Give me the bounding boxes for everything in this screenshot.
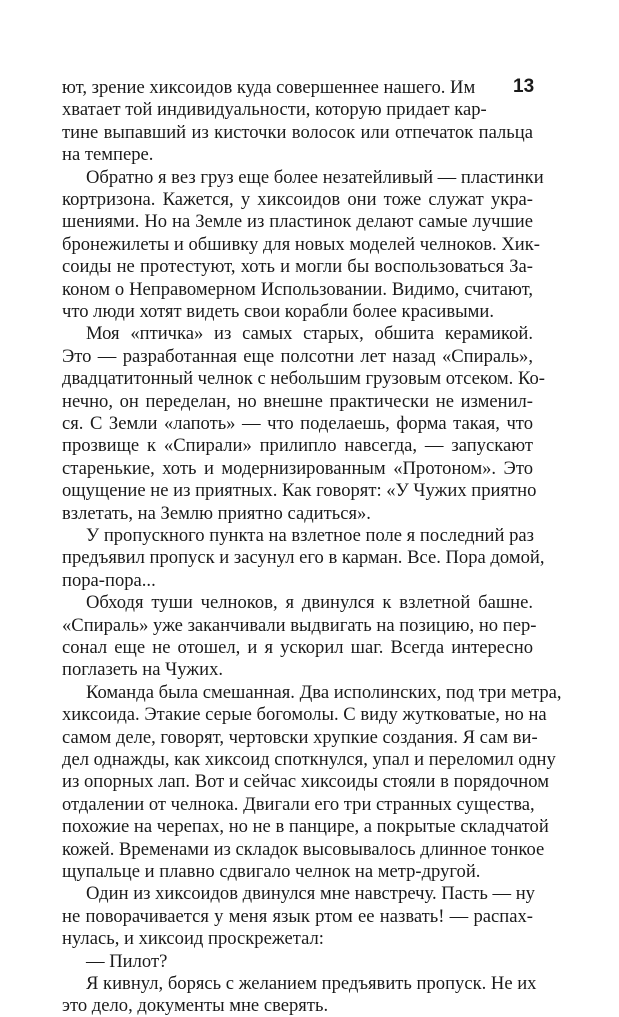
text-line: кожей. Временами из складок высовывалось длинное тонкое [62,838,545,860]
text-line: Это — разработанная еще полсотни лет назад «Спираль», [62,345,533,367]
text-line: Я кивнул, борясь с желанием предъявить пропуск. Не их [86,973,537,994]
text-line: нечно, он переделан, но внешне практически не изменил- [62,390,533,412]
text-line: У пропускного пункта на взлетное поле я последний раз [86,525,534,546]
text-line: бронежилеты и обшивку для новых моделей челноков. Хик- [62,233,540,255]
text-line: отдалении от челнока. Двигали его три странных существа, [62,793,535,815]
text-line: пора-пора... [62,569,156,591]
text-line: Обходя туши челноков, я двинулся к взлетной башне. [86,592,533,614]
text-line: Моя «птичка» из самых старых, обшита керамикой. [86,323,533,345]
text-line: двадцатитонный челнок с небольшим грузовым отсеком. Ко- [62,368,545,390]
text-line: ют, зрение хиксоидов куда совершеннее нашего. Им [62,77,476,98]
text-line: Обратно я вез груз еще более незатейливый — пластинки [86,166,544,188]
text-line: ся. С Земли «лапоть» — что поделаешь, форма такая, что [62,413,533,434]
text-line: поглазеть на Чужих. [62,659,224,681]
text-line: соиды не протестуют, хоть и могли бы воспользоваться За- [62,256,533,278]
text-line: сонал еще не отошел, и я ускорил шаг. Всегда интересно [62,637,533,658]
text-line: прозвище к «Спирали» прилипло навсегда, — запускают [62,435,533,457]
page-number: 13 [513,76,535,97]
text-line: не поворачивается у меня язык ртом ее назвать! — распах- [62,905,533,927]
text-line: Один из хиксоидов двинулся мне навстречу. Пасть — ну [86,883,535,905]
text-line: похожие на черепах, но не в панцире, а покрытые складчатой [62,816,549,838]
text-line: на темпере. [62,144,154,166]
text-line: щупальце и плавно сдвигало челнок на метр-другой. [62,861,481,882]
text-line: шениями. Но на Земле из пластинок делают самые лучшие [62,211,533,233]
text-line: — Пилот? [86,950,168,972]
text-line: дел однажды, как хиксоид споткнулся, упал и переломил одну [62,749,556,770]
text-line: Команда была смешанная. Два исполинских, под три метра, [86,681,562,703]
text-line: хватает той индивидуальности, которую придает кар- [62,99,487,121]
text-line: это дело, документы мне сверять. [62,995,329,1017]
text-line: из опорных лап. Вот и сейчас хиксоиды стояли в порядочном [62,771,549,793]
text-line: предъявил пропуск и засунул его в карман. Все. Пора домой, [62,547,545,569]
text-line: хиксоида. Этакие серые богомолы. С виду жутковатые, но на [62,704,547,726]
text-line: что люди хотят видеть свои корабли более красивыми. [62,301,494,322]
text-line: тине выпавший из кисточки волосок или отпечаток пальца [62,121,533,143]
text-line: нулась, и хиксоид проскрежетал: [62,928,324,950]
text-line: «Спираль» уже заканчивали выдвигать на позицию, но пер- [62,614,537,636]
text-line: самом деле, говорят, чертовски хрупкие создания. Я сам ви- [62,726,538,748]
text-line: старенькие, хоть и модернизированным «Протоном». Это [62,457,533,479]
text-line: кортризона. Кажется, у хиксоидов они тоже служат укра- [62,189,533,210]
text-line: ощущение не из приятных. Как говорят: «У Чужих приятно [62,480,537,502]
text-line: взлетать, на Землю приятно садиться». [62,502,371,524]
text-line: коном о Неправомерном Использовании. Видимо, считают, [62,278,533,300]
